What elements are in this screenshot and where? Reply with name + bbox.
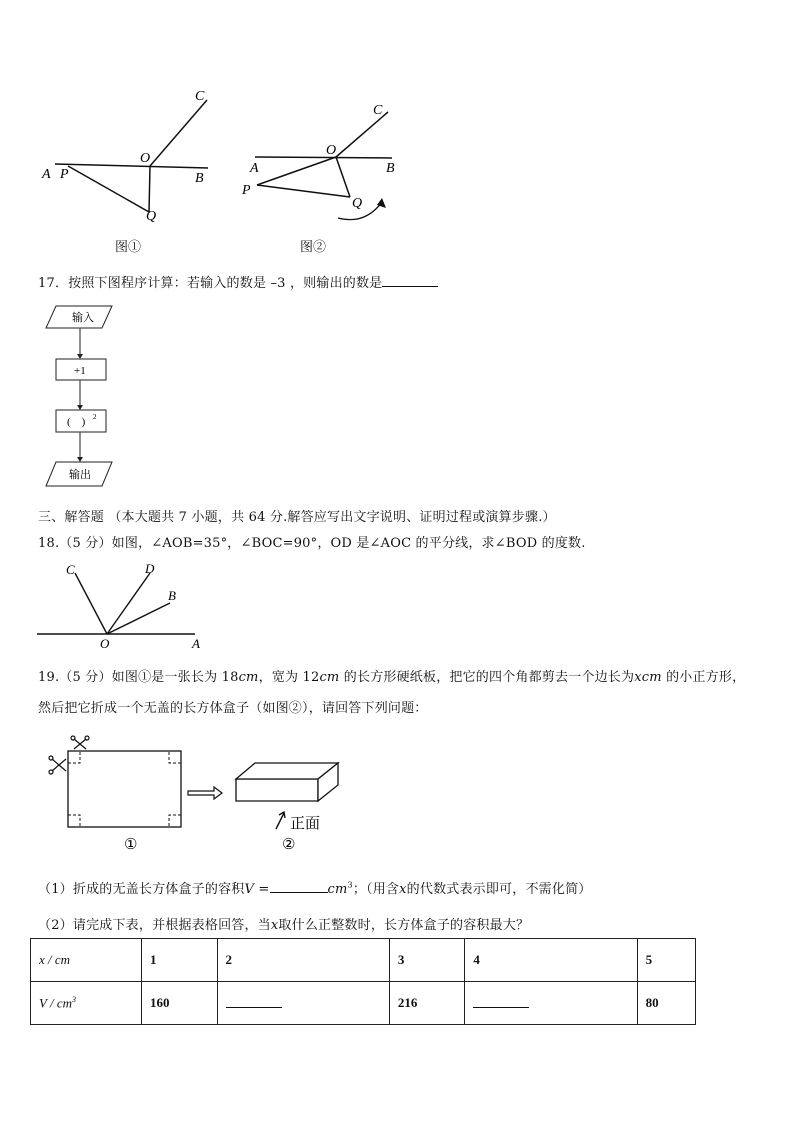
scissors-icon xyxy=(71,736,89,749)
question-17 xyxy=(38,272,438,291)
q19-unit-cm-2: cm xyxy=(319,670,340,685)
fig2-label-c: C xyxy=(373,103,383,118)
q18-label-a: A xyxy=(192,636,200,650)
open-box-drawing xyxy=(236,763,338,801)
table-row xyxy=(31,982,696,1025)
fig2-label-p: P xyxy=(242,183,251,198)
fig1-label-q: Q xyxy=(146,209,157,224)
figure-2-diagram xyxy=(241,103,395,220)
answer-blank xyxy=(382,274,438,287)
question-19-sub1 xyxy=(38,878,591,897)
q19-sub2-text: （2）请完成下表，并根据表格回答，当 xyxy=(38,918,271,933)
front-label: 正面 xyxy=(290,816,321,832)
flow-input-label: 输入 xyxy=(72,312,94,324)
fig1-label-p: P xyxy=(60,167,69,182)
q19-text-d: 的小正方形， xyxy=(661,670,746,685)
q19-sub1-text: （1）折成的无盖长方体盒子的容积 xyxy=(38,882,245,897)
fig2-label-o: O xyxy=(326,143,337,158)
q19-sub1-x: x xyxy=(399,882,407,897)
flow-step2-label: ( ) xyxy=(67,416,86,428)
flow-step2-exponent: 2 xyxy=(93,413,97,421)
fig2-label-q: Q xyxy=(352,196,363,211)
table-cell: 160 xyxy=(142,982,218,1025)
table-cell: 4 xyxy=(465,939,637,982)
q19-box-diagram xyxy=(48,735,368,857)
flow-output-label: 输出 xyxy=(69,469,91,481)
scissors-icon xyxy=(49,756,66,774)
q18-label-o: O xyxy=(100,636,110,650)
top-figures xyxy=(30,80,430,260)
table-cell: 3 xyxy=(389,939,465,982)
table-cell-blank[interactable] xyxy=(217,982,389,1025)
flow-step1-label: +1 xyxy=(74,365,86,377)
q19-sub1-text-c: 的代数式表示即可，不需化简） xyxy=(406,882,592,897)
fig1-label-c: C xyxy=(195,89,205,104)
table-header-x: x / cm xyxy=(31,939,142,982)
table-header-v: V / $cm^3$ xyxy=(31,982,142,1025)
figure-1-diagram xyxy=(41,89,208,224)
front-arrow-icon xyxy=(276,812,285,829)
q19-fig2-caption: ② xyxy=(282,837,296,853)
q18-label-b: B xyxy=(168,588,176,603)
q19-var-xcm: xcm xyxy=(634,670,662,685)
fig2-label-a: A xyxy=(250,161,259,176)
question-19-sub2 xyxy=(38,914,529,933)
question-17-text: 17．按照下图程序计算：若输入的数是 –3 ，则输出的数是 xyxy=(38,276,383,291)
q19-sub2-text-b: 取什么正整数时，长方体盒子的容积最大？ xyxy=(278,918,530,933)
figure-1-caption: 图① xyxy=(115,240,142,255)
q19-sub1-unit: cm xyxy=(327,882,348,897)
q19-sub1-text-b: ；（用含 xyxy=(352,882,400,897)
table-row xyxy=(31,939,696,982)
q19-text-b: ，宽为 12 xyxy=(258,670,320,685)
transform-arrow-icon xyxy=(188,787,222,799)
table-cell-blank[interactable] xyxy=(465,982,637,1025)
table-cell: 216 xyxy=(389,982,465,1025)
table-cell: 5 xyxy=(637,939,695,982)
section-3-heading: 三、解答题 （本大题共 7 小题，共 64 分.解答应写出文字说明、证明过程或演算步骤.） xyxy=(38,510,556,525)
question-19-line2: 然后把它折成一个无盖的长方体盒子（如图②），请回答下列问题： xyxy=(38,701,428,716)
q18-label-c: C xyxy=(66,562,75,577)
q18-angle-diagram xyxy=(35,558,215,650)
answer-blank xyxy=(270,880,328,893)
fig2-label-b: B xyxy=(386,161,395,176)
q19-fig1-caption: ① xyxy=(124,837,138,853)
fig1-label-b: B xyxy=(195,171,204,186)
volume-table xyxy=(30,938,696,1025)
figure-2-caption: 图② xyxy=(300,240,327,255)
q19-unit-cm: cm xyxy=(238,670,259,685)
fig1-label-o: O xyxy=(140,151,151,166)
q19-text-c: 的长方形硬纸板，把它的四个角都剪去一个边长为 xyxy=(339,670,635,685)
flowchart xyxy=(40,300,120,495)
q19-sub1-v: V = xyxy=(244,882,270,897)
table-cell: 2 xyxy=(217,939,389,982)
question-19-line1 xyxy=(38,666,745,685)
fig1-label-a: A xyxy=(42,167,51,182)
table-cell: 80 xyxy=(637,982,695,1025)
q18-label-d: D xyxy=(145,561,155,576)
q19-text-a: 19.（5 分）如图①是一张长为 18 xyxy=(38,670,239,685)
question-18: 18.（5 分）如图，∠AOB=35°，∠BOC=90°，OD 是∠AOC 的平分线，求∠BOD 的度数. xyxy=(38,536,586,551)
table-cell: 1 xyxy=(142,939,218,982)
q19-sub2-x: x xyxy=(270,918,279,933)
q19-sub1-exp: 3 xyxy=(347,880,353,890)
